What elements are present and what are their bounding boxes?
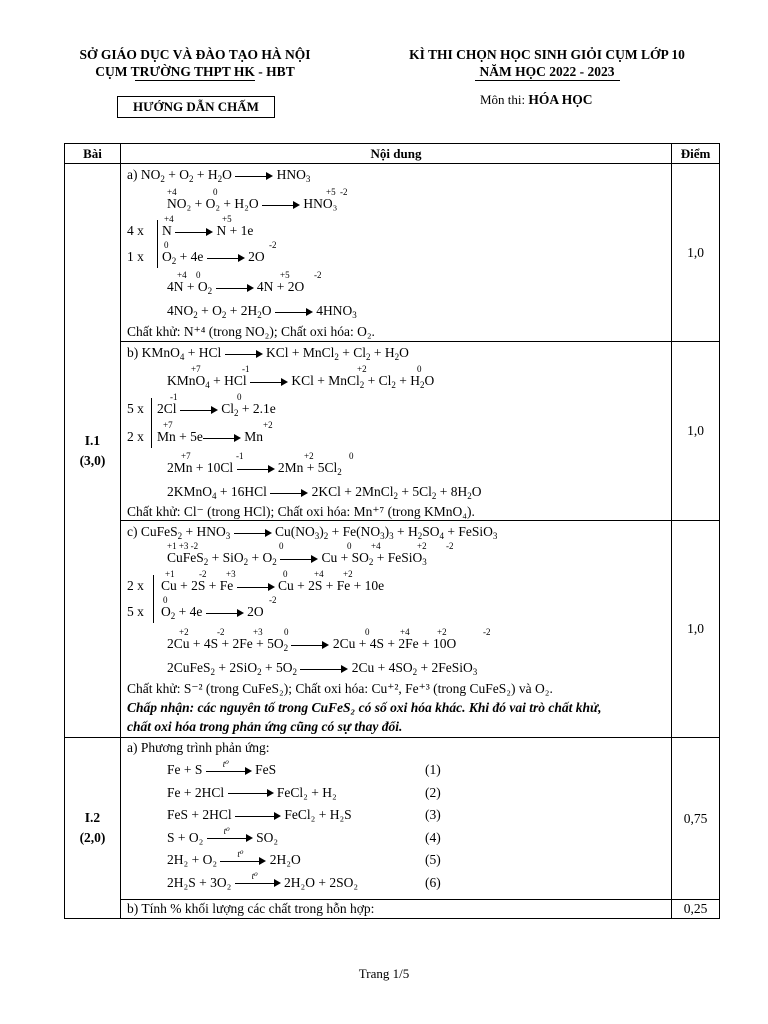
half-reaction-2-a: 1 x [127,249,144,264]
table-row [65,900,720,919]
reaction-number: (5) [425,852,441,867]
mass-percent-title: b) Tính % khối lượng các chất trong hỗn hợp: [127,901,375,916]
reaction-arrow [235,871,281,888]
heat-label: t⁰ [223,826,230,837]
half-reaction-2-c: 5 x [127,604,144,619]
sum-reaction-b: 2Mn + 10Cl $2Mn + 5Cl_2$ [167,460,342,477]
reaction-arrow [235,811,281,821]
subject-line [480,92,593,108]
reaction-arrow [207,826,253,843]
oxidation-equation-b: KMnO$_4$ + HCl KCl + MnCl$_2$ + $Cl_2 + H_2O$ [167,373,435,390]
reaction-equation: Fe + S t⁰ FeS [167,758,277,777]
equation-title-c: c) CuFeS$_2$ + $HNO_3$ $Cu(NO_3)_2 + Fe(NO_3)_3 + H_2SO_4$ + FeSiO$_3$ [127,524,498,541]
half-reaction-2-b: 2 x [127,429,144,444]
header-noi-dung: Nội dung [121,144,672,164]
reaction-arrow [228,788,274,798]
table-row [65,164,720,342]
reaction-arrow [206,758,252,776]
reaction-equation: Fe + 2HCl FeCl₂ + H₂ [167,784,337,800]
grading-table [64,143,720,919]
table-row [65,521,720,738]
agents-a: Chất khử: N⁺⁴ (trong NO₂); Chất oxi hóa: O₂. [127,324,375,339]
grading-guide-label: HƯỚNG DẪN CHẤM [117,96,275,118]
reaction-equation: 2H₂S + 3O₂ t⁰ 2H₂O + 2SO₂ [167,871,359,890]
balanced-equation-a: $4NO_2 + O_2 + 2H_2O$ $4HNO_3$ [167,303,357,320]
question-number: I.2 [84,810,101,825]
reaction-number: (1) [425,762,441,777]
school-year: NĂM HỌC 2022 - 2023 [479,64,615,79]
question-cell-i1 [65,164,121,738]
points-c: 1,0 [672,521,720,738]
subject-label: Môn thi: [480,92,526,107]
content-cell-i2b [121,900,672,919]
note-line-1: Chấp nhận: các nguyên tố trong CuFeS₂ có số oxi hóa khác. Khi đó vai trò chất khử, [127,700,602,715]
exam-header [386,46,708,81]
header-diem: Điểm [672,144,720,164]
exam-title: KÌ THI CHỌN HỌC SINH GIỎI CỤM LỚP 10 [409,47,685,62]
points-a: 1,0 [672,164,720,342]
equation-title-b: b) KMnO$_4$ + HCl KCl + MnCl$_2$ + $Cl_2 + H_2O$ [127,345,409,362]
content-cell-b: b) KMnO$_4$ + HCl KCl + MnCl$_2$ + $Cl_2 + H_2O$ +7 -1 +2 0 KMnO$_4$ + HCl KCl + MnCl$_2$ + $Cl_2 + H_2O$ -1 0 5 x 2Cl $Cl_2 + 2.1e$ +7 +2 2 x Mn + 5e Mn +7 -1 +2 0 2Mn + 10Cl $2Mn + 5Cl_2$ 2KMnO$_4$ + 16HCl 2KCl + 2MnCl$_2$ + $5Cl_2 + 8H_2O$ Chất khử: Cl⁻ (trong HCl); Chất oxi hóa: Mn⁺⁷ (trong KMnO₄). [121,342,672,521]
reaction-number: (3) [425,807,441,822]
heat-label: t⁰ [237,848,244,859]
oxidation-equation-a: NO₂ + O₂ + H₂O HNO₃ [167,196,338,211]
points-b: 1,0 [672,342,720,521]
agents-b: Chất khử: Cl⁻ (trong HCl); Chất oxi hóa: Mn⁺⁷ (trong KMnO₄). [127,504,475,519]
question-cell-i2 [65,738,121,919]
school-header [56,46,334,81]
reaction-arrow [220,848,266,866]
half-reaction-1-b: 5 x [127,401,144,416]
reaction-equation: S + O₂ t⁰ SO₂ [167,826,279,845]
note-line-2: chất oxi hóa trong phản ứng cũng có sự thay đổi. [127,719,403,734]
reactions-title: a) Phương trình phản ứng: [127,740,270,755]
question-number: I.1 [84,432,101,448]
reaction-number: (6) [425,874,441,890]
question-points: (2,0) [79,830,106,845]
sum-reaction-a: $4N + O_2$ 4N + 2O [167,279,305,296]
balanced-equation-b: 2KMnO$_4$ + 16HCl 2KCl + 2MnCl$_2$ + $5Cl_2 + 8H_2O$ [167,484,482,501]
points-i2b: 0,25 [672,900,720,919]
reaction-equation: 2H₂ + O₂ t⁰ 2H₂O [167,848,301,867]
table-row [65,342,720,521]
agents-c: Chất khử: S⁻² (trong CuFeS₂); Chất oxi hóa: Cu⁺², Fe⁺³ (trong CuFeS₂) và O₂. [127,681,553,696]
sum-reaction-c: $2Cu + 4S + 2Fe + 5O_2$ 2Cu + 4S + 2Fe + 10O [167,636,457,653]
page-number: Trang 1/5 [358,966,410,981]
department-name: SỞ GIÁO DỤC VÀ ĐÀO TẠO HÀ NỘI [79,47,311,62]
oxidation-equation-c: CuFeS$_2$ + $SiO_2 + O_2$ $Cu + SO_2$ + FeSiO$_3$ [167,550,427,567]
points-i2a: 0,75 [672,738,720,900]
header-bai: Bài [65,144,121,164]
content-cell-i2a [121,738,672,900]
subject-value: HÓA HỌC [528,92,593,107]
table-header-row [65,144,720,164]
school-cluster-name: CỤM TRƯỜNG THPT HK - HBT [95,64,295,79]
content-cell-a: a) $NO_2 + O_2 + H_2O$ $HNO_3$ +4 0 +5 -2 NO₂ + O₂ + H₂O HNO₃ +4 +5 4 x N N + 1e 0 -2 1 x $O_2 + 4e$ 2O +4 0 +5 -2 $4N + O_2$ 4N + 2O $4NO_2 + O_2 + 2H_2O$ $4HNO_3$ Chất khử: N⁺⁴ (trong NO₂); Chất oxi hóa: O₂. [121,164,672,342]
table-row [65,738,720,900]
reaction-arrow [235,171,273,181]
question-points: (3,0) [79,452,106,468]
header-underline [135,80,255,81]
half-reaction-1-c: 2 x [127,578,144,593]
equation-title-a: a) $NO_2 + O_2 + H_2O$ $HNO_3$ [127,167,311,184]
reaction-number: (2) [425,784,441,800]
half-reaction-brace [157,220,158,268]
exam-underline [475,80,620,81]
content-cell-c: c) CuFeS$_2$ + $HNO_3$ $Cu(NO_3)_2 + Fe(NO_3)_3 + H_2SO_4$ + FeSiO$_3$ +1 +3 -2 0 0 +4 +2 -2 CuFeS$_2$ + $SiO_2 + O_2$ $Cu + SO_2$ + FeSiO$_3$ +1 -2 +3 0 +4 +2 2 x Cu + 2S + Fe Cu + 2S + Fe + 10e 0 -2 5 x $O_2 + 4e$ 2O +2 -2 +3 0 0 +4 +2 -2 $2Cu + 4S + 2Fe + 5O_2$ 2Cu + 4S + 2Fe + 10O 2CuFeS$_2$ + $2SiO_2 + 5O_2$ $2Cu + 4SO_2$ + 2FeSiO$_3$ Chất khử: S⁻² (trong CuFeS₂); Chất oxi hóa: Cu⁺², Fe⁺³ (trong CuFeS₂) và O₂. Chấp nhận: các nguyên tố trong CuFeS₂ có số oxi hóa khác. Khi đó vai trò chất khử, chất oxi hóa trong phản ứng cũng có sự thay đổi. [121,521,672,738]
reaction-number: (4) [425,829,441,845]
reaction-equation: FeS + 2HCl FeCl₂ + H₂S [167,807,352,822]
heat-label: t⁰ [251,871,258,882]
half-reaction-1-a: 4 x [127,223,144,238]
balanced-equation-c: 2CuFeS$_2$ + $2SiO_2 + 5O_2$ $2Cu + 4SO_2$ + 2FeSiO$_3$ [167,660,478,677]
heat-label: t⁰ [222,758,229,769]
